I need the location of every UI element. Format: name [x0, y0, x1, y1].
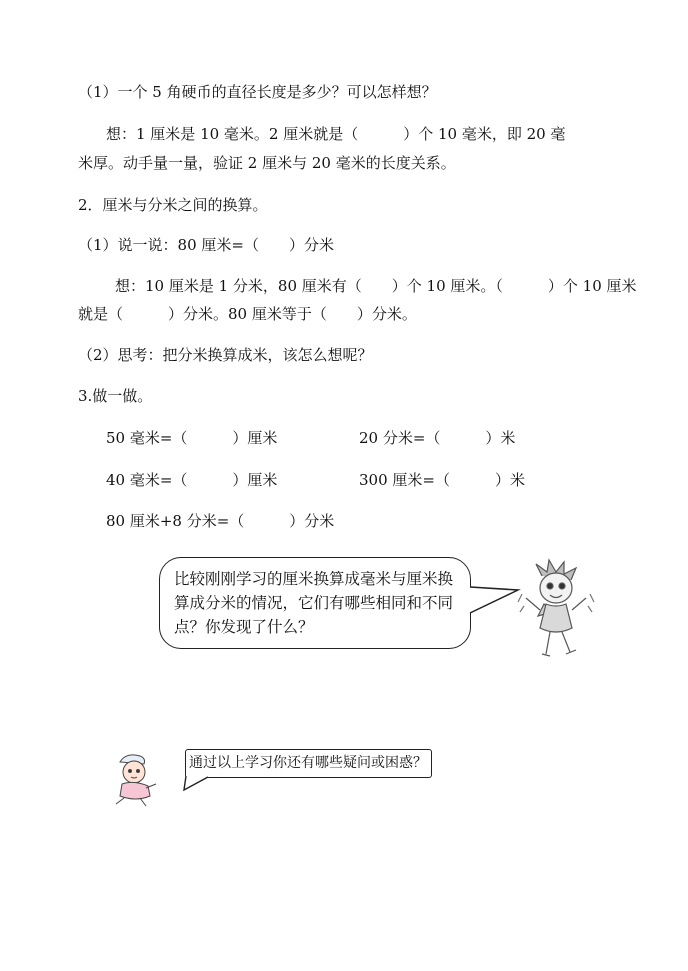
hint-2-line-1: 想：10 厘米是 1 分米，80 厘米有（ ）个 10 厘米。（ ）个 10 厘米	[115, 277, 637, 295]
question-2-2: （2）思考：把分米换算成米，该怎么想呢？	[78, 346, 373, 364]
compare-speech-bubble	[159, 557, 471, 649]
question-bubble-text: 通过以上学习你还有哪些疑问或困惑？	[189, 755, 427, 771]
exercise-2-left: 40 毫米=（ ）厘米	[106, 471, 278, 489]
hint-2-line-2: 就是（ ）分米。80 厘米等于（ ）分米。	[78, 305, 417, 323]
section-3-heading: 3.做一做。	[78, 387, 153, 405]
compare-bubble-text: 比较刚刚学习的厘米换算成毫米与厘米换算成分米的情况，它们有哪些相同和不同点？你发现了什么？	[174, 570, 454, 636]
cartoon-baby-icon	[106, 752, 166, 812]
question-bubble-tail	[182, 772, 222, 802]
exercise-3: 80 厘米+8 分米=（ ）分米	[106, 512, 335, 530]
exercise-1-left: 50 毫米=（ ）厘米	[106, 429, 278, 447]
question-2-1: （1）说一说：80 厘米=（ ）分米	[78, 236, 334, 254]
section-2-heading: 2．厘米与分米之间的换算。	[78, 196, 268, 214]
exercise-1-right: 20 分米=（ ）米	[359, 429, 516, 447]
hint-1-line-1: 想：1 厘米是 10 毫米。2 厘米就是（ ）个 10 毫米，即 20 毫	[106, 125, 566, 143]
cartoon-girl-icon	[516, 558, 596, 668]
question-1-1: （1）一个 5 角硬币的直径长度是多少？可以怎样想？	[78, 83, 437, 101]
hint-1-line-2: 米厚。动手量一量，验证 2 厘米与 20 毫米的长度关系。	[78, 154, 456, 172]
question-speech-bubble	[185, 749, 432, 778]
exercise-2-right: 300 厘米=（ ）米	[359, 471, 525, 489]
